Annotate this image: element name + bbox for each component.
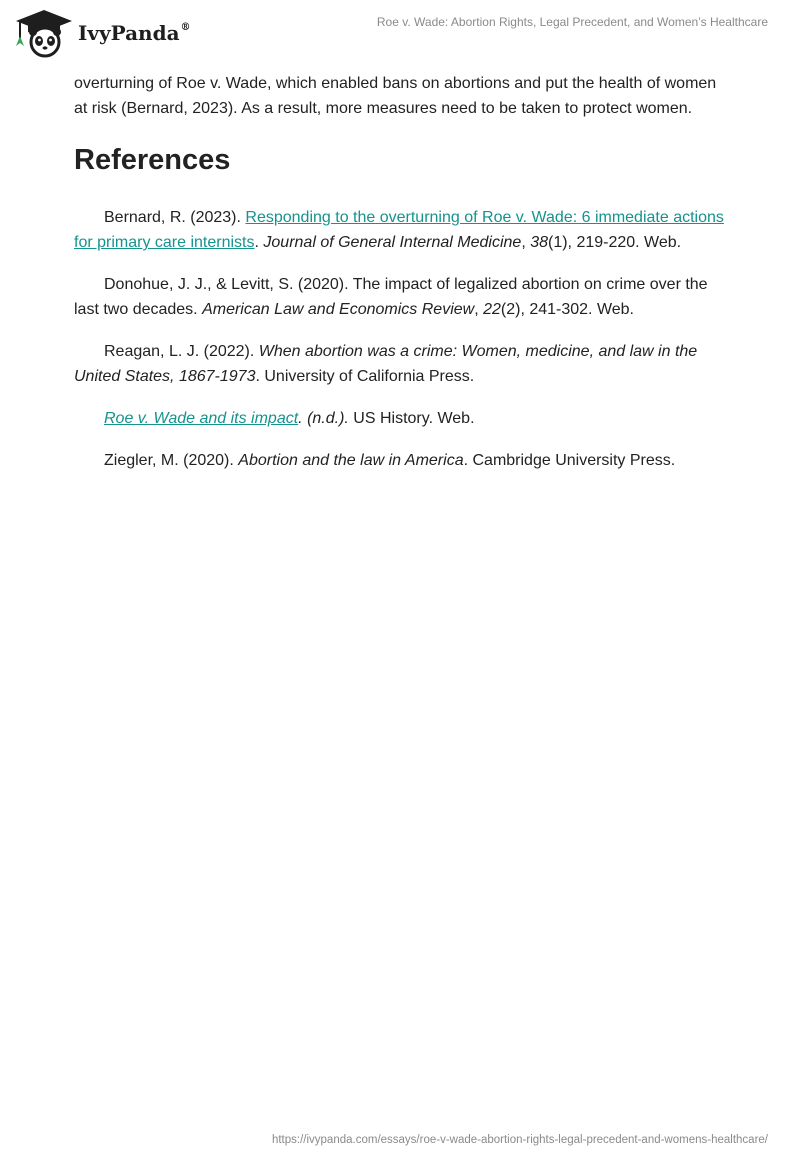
ivypanda-logo[interactable]: [14, 8, 194, 58]
document-title: Roe v. Wade: Abortion Rights, Legal Precedent, and Women’s Healthcare: [376, 15, 768, 29]
references-heading: References: [74, 144, 231, 176]
intro-paragraph: overturning of Roe v. Wade, which enabled bans on abortions and put the health of women at risk (Bernard, 2023). As a result, more measures need to be taken to protect women.: [74, 75, 717, 117]
logo-wordmark: IvyPanda®: [78, 21, 191, 45]
reference-item-ziegler: Ziegler, M. (2020). Abortion and the law in America. Cambridge University Press.: [104, 452, 676, 469]
reference-item-donohue: Donohue, J. J., & Levitt, S. (2020). The impact of legalized abortion on crime over the last two decades. American Law and Economics Review, 22(2), 241-302. Web.: [74, 276, 708, 318]
panda-graduation-cap-icon: [14, 8, 74, 58]
reference-item-roe-impact: Roe v. Wade and its impact. (n.d.). US History. Web.: [104, 410, 475, 427]
reference-item-bernard: Bernard, R. (2023). Responding to the overturning of Roe v. Wade: 6 immediate actions for primary care internists. Journal of General Internal Medicine, 38(1), 219-220. Web.: [74, 209, 724, 251]
essay-content: [74, 72, 726, 490]
footer-url[interactable]: https://ivypanda.com/essays/roe-v-wade-abortion-rights-legal-precedent-and-womens-healthcare/: [271, 1134, 768, 1146]
reference-link-roe-impact[interactable]: Roe v. Wade and its impact: [104, 410, 299, 427]
reference-link-bernard[interactable]: Responding to the overturning of Roe v. Wade: 6 immediate actions for primary care internists: [74, 209, 724, 251]
page-header: [0, 0, 800, 66]
reference-item-reagan: Reagan, L. J. (2022). When abortion was a crime: Women, medicine, and law in the United States, 1867-1973. University of California Press.: [74, 343, 698, 385]
